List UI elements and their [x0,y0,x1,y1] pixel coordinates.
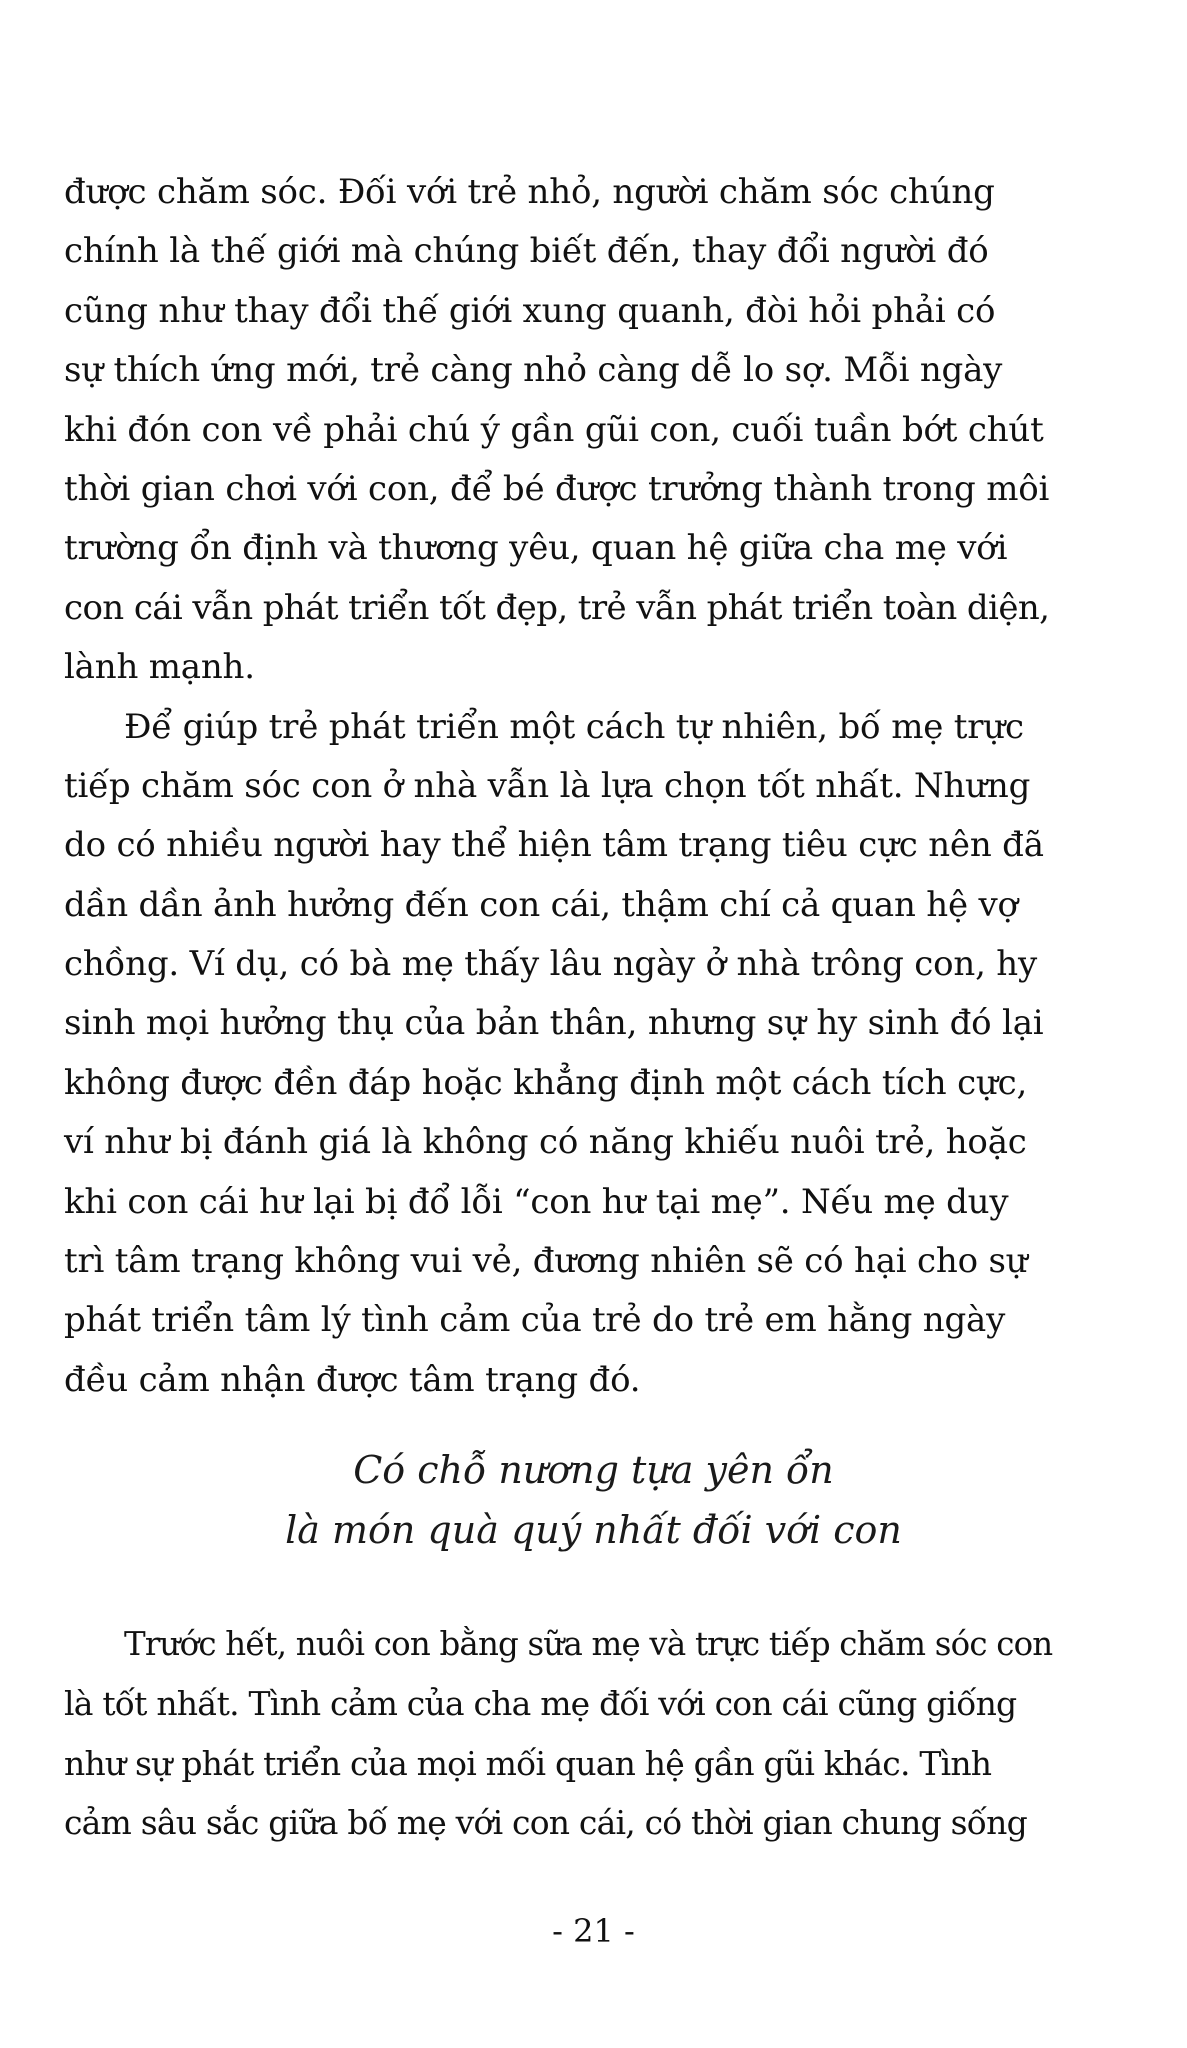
paragraph-2 [64,698,1058,1411]
text-line: khi con cái hư lại bị đổ lỗi “con hư tại mẹ”. Nếu mẹ duy [64,1181,1009,1222]
paragraph-1 [64,163,1058,698]
text-line: là tốt nhất. Tình cảm của cha mẹ đối với con cái cũng giống [64,1684,1017,1724]
paragraph-3 [64,1615,1058,1853]
text-line: thời gian chơi với con, để bé được trưởng thành trong môi [64,468,1050,509]
body-text-lower [64,1615,1058,1853]
text-line: chồng. Ví dụ, có bà mẹ thấy lâu ngày ở nhà trông con, hy [64,944,1038,985]
text-line: không được đền đáp hoặc khẳng định một cách tích cực, [64,1062,1028,1103]
text-line: con cái vẫn phát triển tốt đẹp, trẻ vẫn phát triển toàn diện, [64,587,1050,628]
text-line: cũng như thay đổi thế giới xung quanh, đòi hỏi phải có [64,290,996,331]
text-line: ví như bị đánh giá là không có năng khiếu nuôi trẻ, hoặc [64,1122,1027,1163]
text-line: phát triển tâm lý tình cảm của trẻ do trẻ em hằng ngày [64,1300,1006,1341]
text-line: sự thích ứng mới, trẻ càng nhỏ càng dễ lo sợ. Mỗi ngày [64,350,1003,391]
text-line: chính là thế giới mà chúng biết đến, thay đổi người đó [64,231,989,272]
text-line: đều cảm nhận được tâm trạng đó. [64,1359,641,1400]
text-line: trường ổn định và thương yêu, quan hệ giữa cha mẹ với [64,528,1008,569]
text-line: sinh mọi hưởng thụ của bản thân, nhưng sự hy sinh đó lại [64,1003,1044,1044]
text-line: lành mạnh. [64,647,255,688]
text-line: cảm sâu sắc giữa bố mẹ với con cái, có thời gian chung sống [64,1803,1027,1843]
text-line: như sự phát triển của mọi mối quan hệ gần gũi khác. Tình [64,1743,992,1783]
text-line: Để giúp trẻ phát triển một cách tự nhiên, bố mẹ trực [124,706,1024,747]
text-line: Trước hết, nuôi con bằng sữa mẹ và trực tiếp chăm sóc con [124,1625,1053,1663]
text-line: trì tâm trạng không vui vẻ, đương nhiên sẽ có hại cho sự [64,1241,1028,1282]
body-text-upper [64,163,1058,1410]
page-number: - 21 - [552,1912,635,1950]
section-heading-line-1: Có chỗ nương tựa yên ổn [353,1448,834,1492]
text-line: tiếp chăm sóc con ở nhà vẫn là lựa chọn tốt nhất. Nhưng [64,765,1031,806]
text-line: được chăm sóc. Đối với trẻ nhỏ, người chăm sóc chúng [64,172,995,212]
text-line: khi đón con về phải chú ý gần gũi con, cuối tuần bớt chút [64,409,1044,450]
text-line: dần dần ảnh hưởng đến con cái, thậm chí cả quan hệ vợ [64,884,1018,925]
text-line: do có nhiều người hay thể hiện tâm trạng tiêu cực nên đã [64,825,1044,866]
section-heading-line-2: là món quà quý nhất đối với con [285,1508,902,1552]
section-heading [0,1440,1187,1560]
